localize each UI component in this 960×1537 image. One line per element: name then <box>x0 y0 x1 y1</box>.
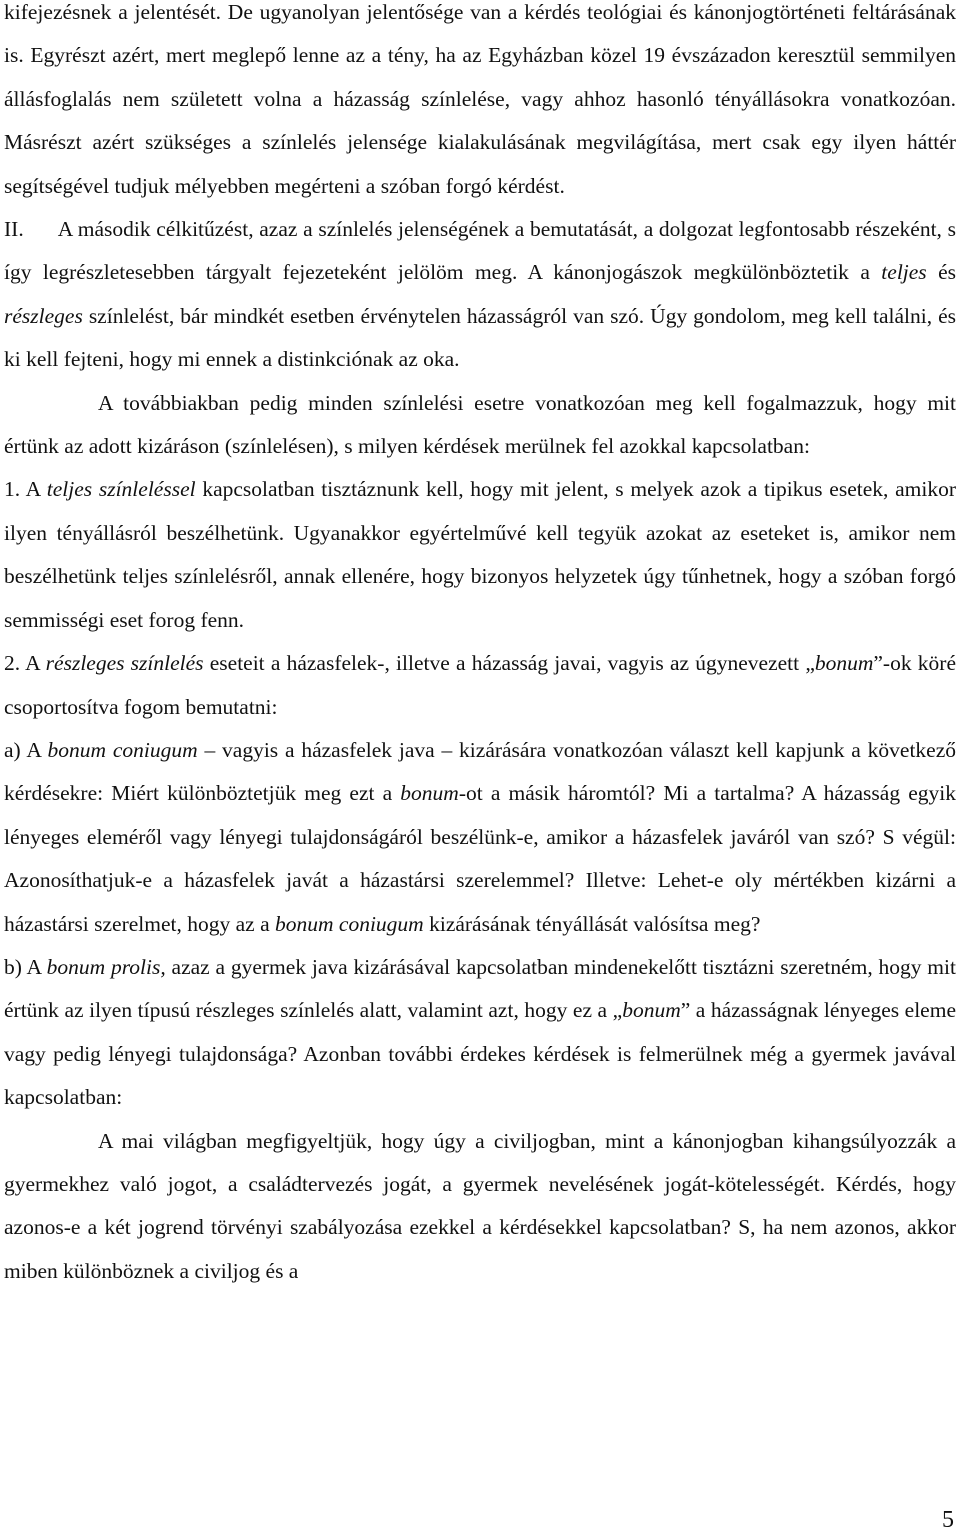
paragraph-intro <box>4 0 956 208</box>
point-2-text-2: eseteit a házasfelek-, illetve a házasság javai, vagyis az úgynevezett „ <box>203 651 815 676</box>
point-a-text-2: – vagyis a házasfelek java – kizárására vonatkozóan választ kell kapjunk a következő kérdésekre: Miért különböztetjük meg ezt a <box>4 737 957 806</box>
point-a-text-1: a) A <box>4 737 48 762</box>
section-ii-text-1: A második célkitűzést, azaz a színlelés jelenségének a bemutatását, a dolgozat legfontosabb részeként, s így legrészletesebben tárgyalt fejezeteként jelölöm meg. A kánonjogászok megkülönböztetik a <box>4 217 956 285</box>
paragraph-point-2 <box>4 642 956 729</box>
section-ii-text-2: és <box>926 260 956 285</box>
point-b-emphasis-bonum-prolis: bonum prolis, <box>46 954 166 979</box>
point-a-emphasis-bonum: bonum <box>400 781 459 806</box>
point-a-text-3: -ot a másik háromtól? Mi a tartalma? A házasság egyik lényeges eleméről vagy lényegi tulajdonságáról beszélünk-e, amikor a házasfelek javáról van szó? S végül: Azonosíthatjuk-e a házasfelek javát a házastársi szerelemmel? Illetve: Lehet-e oly mértékben kizárni a házastársi szerelmet, hogy az a <box>4 781 956 936</box>
point-a-emphasis-bonum-coniugum: bonum coniugum <box>47 737 198 762</box>
point-b-text-1: b) A <box>4 954 47 979</box>
point-a-emphasis-bonum-coniugum-2: bonum coniugum <box>275 911 424 936</box>
paragraph-point-b <box>4 946 956 1120</box>
point-a-text-4: kizárásának tényállását valósítsa meg? <box>423 911 761 936</box>
paragraph-further-text: A továbbiakban pedig minden színlelési esetre vonatkozóan meg kell fogalmazzuk, hogy mit értünk az adott kizáráson (színlelésen), s milyen kérdések merülnek fel azokkal kapcsolatban: <box>4 390 956 459</box>
point-1-text-1: 1. A <box>4 477 47 502</box>
section-ii-label: II. <box>4 217 24 242</box>
document-body <box>4 0 956 1293</box>
paragraph-further <box>4 382 956 469</box>
point-b-emphasis-bonum: bonum <box>622 998 681 1023</box>
paragraph-intro-text: kifejezésnek a jelentését. De ugyanolyan jelentősége van a kérdés teológiai és kánonjogtörténeti feltárásának is. Egyrészt azért, mert meglepő lenne az a tény, ha az Egyházban közel 19 évszázadon keresztül semmilyen állásfoglalás nem született volna a házasság színlelése, vagy ahhoz hasonló tényállásokra vonatkozóan. Másrészt azért szükséges a színlelés jelensége kialakulásának megvilágítása, mert csak egy ilyen háttér segítségével tudjuk mélyebben megérteni a szóban forgó kérdést. <box>4 0 956 198</box>
paragraph-last <box>4 1120 956 1294</box>
point-b-text-2: azaz a gyermek java kizárásával kapcsolatban mindenekelőtt tisztázni szeretném, hogy mit értünk az ilyen típusú részleges színlelés alatt, valamint azt, hogy ez a „ <box>4 954 956 1023</box>
section-ii-emphasis-reszleges: részleges <box>4 303 83 328</box>
section-ii-emphasis-teljes: teljes <box>881 260 927 285</box>
paragraph-section-ii <box>4 208 956 382</box>
point-1-emphasis: teljes színleléssel <box>46 477 196 502</box>
paragraph-point-a <box>4 729 956 946</box>
point-2-text-1: 2. A <box>4 651 46 676</box>
point-1-text-2: kapcsolatban tisztáznunk kell, hogy mit jelent, s melyek azok a tipikus esetek, amikor ilyen tényállásról beszélhetünk. Ugyanakkor egyértelművé kell tegyük azokat az eseteket is, amikor nem beszélhetünk teljes színlelésről, annak ellenére, hogy bizonyos helyzetek úgy tűnhetnek, hogy a szóban forgó semmisségi eset forog fenn. <box>4 477 957 632</box>
point-b-text-3: ” a házasságnak lényeges eleme vagy pedig lényegi tulajdonsága? Azonban további érdekes kérdések is felmerülnek még a gyermek javával kapcsolatban: <box>4 998 956 1110</box>
page-number: 5 <box>942 1507 954 1533</box>
paragraph-point-1 <box>4 468 956 642</box>
point-2-emphasis-bonum: bonum <box>814 651 874 676</box>
point-2-text-3: ”-ok köré csoportosítva fogom bemutatni: <box>4 651 956 719</box>
section-ii-text-3: színlelést, bár mindkét esetben érvénytelen házasságról van szó. Úgy gondolom, meg kell találni, és ki kell fejteni, hogy mi ennek a distinkciónak az oka. <box>4 303 956 372</box>
paragraph-last-text: A mai világban megfigyeltjük, hogy úgy a civiljogban, mint a kánonjogban kihangsúlyozzák a gyermekhez való jogot, a családtervezés jogát, a gyermek nevelésének jogát-kötelességét. Kérdés, hogy azonos-e a két jogrend törvényi szabályozása ezekkel a kérdésekkel kapcsolatban? S, ha nem azonos, akkor miben különböznek a civiljog és a <box>4 1128 956 1283</box>
point-2-emphasis: részleges színlelés <box>45 651 204 676</box>
